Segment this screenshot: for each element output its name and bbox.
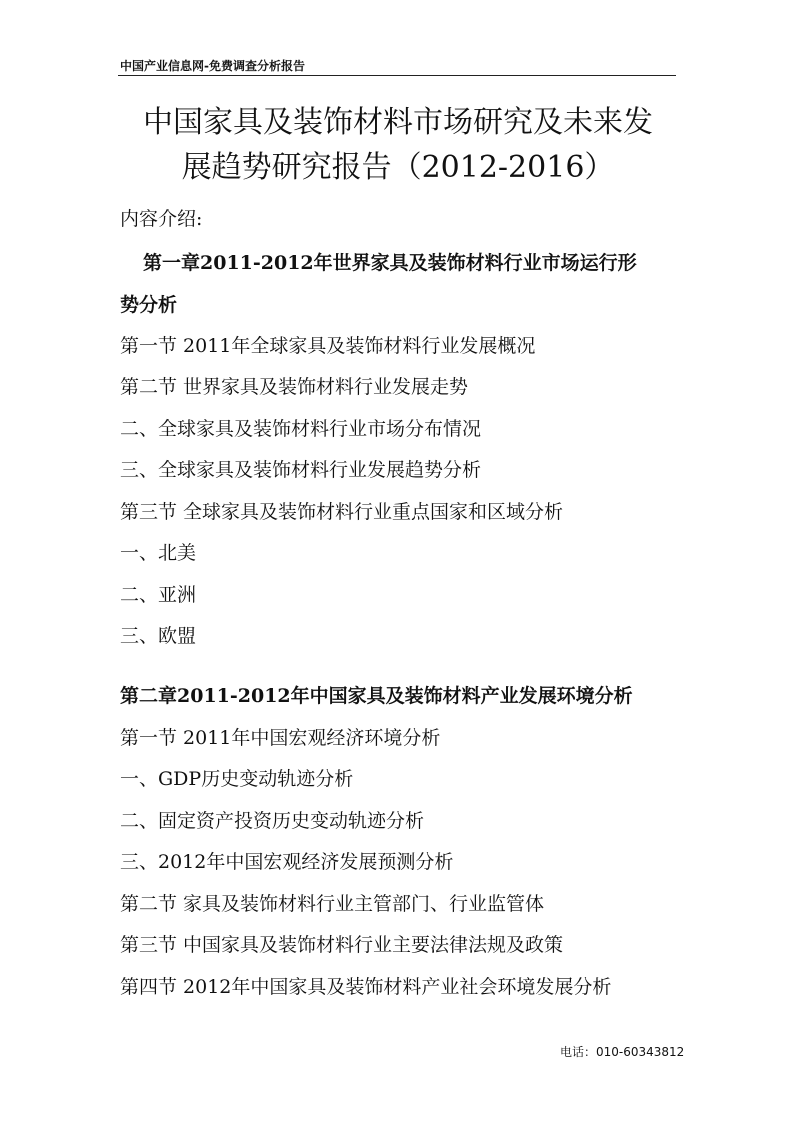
toc-line: 二、固定资产投资历史变动轨迹分析 <box>120 810 425 832</box>
document-title <box>118 100 678 190</box>
chapter-1-heading-cont: 势分析 <box>120 294 178 316</box>
chapter-2-heading: 第二章2011-2012年中国家具及装饰材料产业发展环境分析 <box>120 685 633 707</box>
chapter-1-heading: 第一章2011-2012年世界家具及装饰材料行业市场运行形 <box>143 252 637 274</box>
footer-phone: 电话：010-60343812 <box>560 1045 685 1059</box>
toc-line: 第一节 2011年全球家具及装饰材料行业发展概况 <box>120 335 536 357</box>
toc-line: 第三节 中国家具及装饰材料行业主要法律法规及政策 <box>120 934 564 956</box>
toc-line: 第二节 世界家具及装饰材料行业发展走势 <box>120 376 469 398</box>
toc-line: 一、北美 <box>120 542 197 564</box>
toc-line: 一、GDP历史变动轨迹分析 <box>120 768 354 790</box>
intro-label: 内容介绍: <box>120 208 203 230</box>
toc-line: 三、2012年中国宏观经济发展预测分析 <box>120 851 454 873</box>
page-header <box>118 55 676 76</box>
header-text: 中国产业信息网-免费调查分析报告 <box>120 59 305 73</box>
toc-line: 第一节 2011年中国宏观经济环境分析 <box>120 727 441 749</box>
title-line-2: 展趋势研究报告（2012-2016） <box>181 150 615 185</box>
toc-line: 三、全球家具及装饰材料行业发展趋势分析 <box>120 459 482 481</box>
toc-line: 第二节 家具及装饰材料行业主管部门、行业监管体 <box>120 893 545 915</box>
toc-line: 三、欧盟 <box>120 625 197 647</box>
toc-line: 二、全球家具及装饰材料行业市场分布情况 <box>120 418 482 440</box>
toc-line: 第三节 全球家具及装饰材料行业重点国家和区域分析 <box>120 501 564 523</box>
toc-line: 二、亚洲 <box>120 584 197 606</box>
toc-line: 第四节 2012年中国家具及装饰材料产业社会环境发展分析 <box>120 976 612 998</box>
title-line-1: 中国家具及装饰材料市场研究及未来发 <box>143 105 653 140</box>
